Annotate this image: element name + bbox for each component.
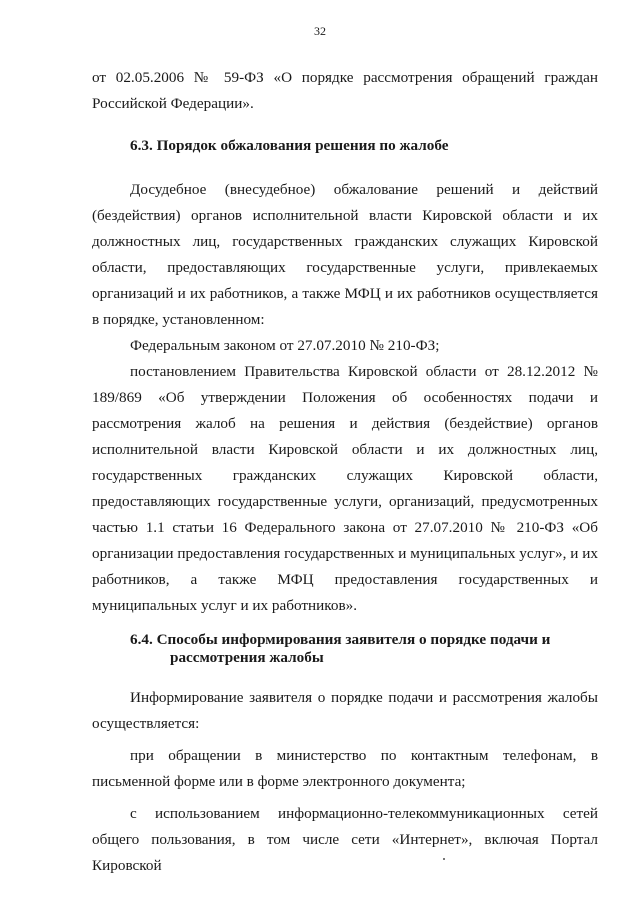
paragraph-appeal-procedure: Досудебное (внесудебное) обжалование решений и действий (бездействия) органов исполнительной власти Кировской области и их должностных лиц, государственных гражданских служащих Кировской области, предоставляющих государственные услуги, привлекаемых организаций и их работников, а также МФЦ и их работников осуществляется в порядке, установленном: [92, 181, 598, 328]
paragraph-internet-methods: с использованием информационно-телекоммуникационных сетей общего пользования, в том числе сети «Интернет», включая Портал Кировской [92, 805, 598, 874]
paragraph-informing: Информирование заявителя о порядке подачи и рассмотрения жалобы осуществляется: [92, 689, 598, 732]
paragraph-federal-law: Федеральным законом от 27.07.2010 № 210-ФЗ; [130, 337, 440, 354]
scan-speck [443, 858, 445, 860]
page-number: 32 [314, 24, 326, 38]
section-heading-6-4: 6.4. Способы информирования заявителя о порядке подачи и рассмотрения жалобы [130, 631, 551, 666]
page-content [92, 65, 598, 879]
paragraph-law-reference: от 02.05.2006 № 59-ФЗ «О порядке рассмотрения обращений граждан Российской Федерации». [92, 69, 598, 112]
paragraph-contact-methods: при обращении в министерство по контактным телефонам, в письменной форме или в форме электронного документа; [92, 747, 598, 790]
paragraph-government-decree: постановлением Правительства Кировской области от 28.12.2012 № 189/869 «Об утверждении Положения об особенностях подачи и рассмотрения жалоб на решения и действия (бездействие) органов исполнительной власти Кировской области и их должностных лиц, государственных гражданских служащих Кировской области, предоставляющих государственные услуги, организаций, предусмотренных частью 1.1 статьи 16 Федерального закона от 27.07.2010 № 210-ФЗ «Об организации предоставления государственных и муниципальных услуг», и их работников, а также МФЦ предоставления государственных и муниципальных услуг и их работников». [92, 363, 598, 614]
section-heading-6-3: 6.3. Порядок обжалования решения по жалобе [130, 137, 449, 154]
